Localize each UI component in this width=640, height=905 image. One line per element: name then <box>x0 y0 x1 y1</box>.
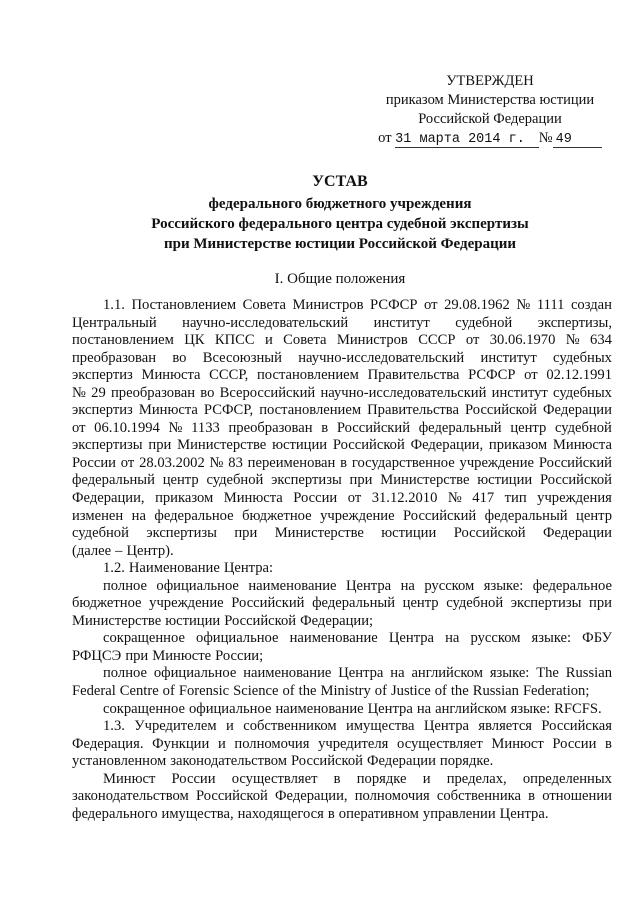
paragraph-line: постановлением ЦК КПСС и Совета Министров СССР от 30.06.1970 № 634 <box>72 332 612 349</box>
paragraph <box>72 578 612 631</box>
paragraph <box>72 665 612 700</box>
number-prefix: № <box>538 130 553 146</box>
paragraph-line: 1.3. Учредителем и собственником имущества Центра является Российская <box>103 718 612 735</box>
approval-line-1: приказом Министерства юстиции <box>385 92 595 108</box>
paragraph-line: законодательством Российской Федерации, полномочия собственника в отношении <box>72 788 612 805</box>
paragraph <box>72 630 612 665</box>
paragraph-line: № 29 преобразован во Всероссийский научно-исследовательский институт судебных <box>72 384 612 401</box>
approval-date: 31 марта 2014 г. <box>395 132 539 148</box>
paragraph-line: экспертиз Минюста СССР, постановлением Правительства РСФСР от 02.12.1991 <box>72 367 612 384</box>
paragraph-line: Центральный научно-исследовательский институт судебной экспертизы, <box>72 314 612 331</box>
paragraph-line: полное официальное наименование Центра на русском языке: федеральное <box>103 577 612 594</box>
approval-block <box>360 72 620 148</box>
section-title: I. Общие положения <box>274 271 406 287</box>
paragraph <box>72 718 612 771</box>
paragraph-line: 1.1. Постановлением Совета Министров РСФСР от 29.08.1962 № 1111 создан <box>103 297 612 313</box>
paragraph <box>72 297 612 560</box>
approval-line-2: Российской Федерации <box>418 111 562 127</box>
paragraph-line: (далее – Центр). <box>72 542 174 559</box>
paragraph-line: федеральный центр судебной экспертизы при Министерстве юстиции Российской <box>72 472 612 489</box>
paragraph-line: федерального имущества, находящегося в оперативном управлении Центра. <box>72 805 549 822</box>
document-body <box>72 297 612 823</box>
paragraph <box>72 560 612 578</box>
paragraph-line: экспертизы при Министерстве юстиции Российской Федерации, приказом Минюста <box>72 437 612 454</box>
paragraph-line: Федерация. Функции и полномочия учредителя осуществляет Минюст России в <box>72 735 612 752</box>
paragraph-line: судебной экспертизы при Министерстве юстиции Российской Федерации <box>72 525 612 542</box>
paragraph-line: РФЦСЭ при Минюсте России; <box>72 647 264 664</box>
paragraph-line: от 06.10.1994 № 1133 преобразован в Российский федеральный центр судебной <box>72 419 612 436</box>
header-line-2: Российского федерального центра судебной экспертизы <box>151 216 529 232</box>
paragraph-line: 1.2. Наименование Центра: <box>103 560 274 577</box>
header-line-3: при Министерстве юстиции Российской Федерации <box>163 236 517 252</box>
paragraph-line: экспертиз Минюста РСФСР, постановлением Правительства Российской Федерации <box>72 402 612 419</box>
paragraph-line: изменен на федеральное бюджетное учреждение Российский федеральный центр <box>72 507 612 524</box>
paragraph-line: установленном законодательством Российской Федерации порядке. <box>72 753 494 770</box>
paragraph-line: России от 28.03.2002 № 83 переименован в государственное учреждение Российский <box>72 454 612 471</box>
paragraph <box>72 771 612 824</box>
paragraph-line: Federal Centre of Forensic Science of the Ministry of Justice of the Russian Federation; <box>72 683 590 700</box>
paragraph-line: сокращенное официальное наименование Центра на английском языке: RFCFS. <box>103 700 602 717</box>
paragraph-line: Федерации, приказом Минюста России от 31.12.2010 № 417 тип учреждения <box>72 490 612 507</box>
approval-number: 49 <box>553 132 602 148</box>
paragraph <box>72 701 612 719</box>
paragraph-line: преобразован во Всесоюзный научно-исследовательский институт судебных <box>72 349 612 366</box>
document-title: УСТАВ <box>312 173 368 190</box>
document-header <box>60 172 620 254</box>
approval-title: УТВЕРЖДЕН <box>446 73 534 89</box>
date-prefix: от <box>378 130 392 146</box>
paragraph-line: сокращенное официальное наименование Центра на русском языке: ФБУ <box>103 630 612 647</box>
approval-date-line <box>360 129 620 148</box>
header-line-1: федерального бюджетного учреждения <box>208 196 472 212</box>
paragraph-line: Министерстве юстиции Российской Федерации; <box>72 612 374 629</box>
paragraph-line: полное официальное наименование Центра на английском языке: The Russian <box>103 665 612 682</box>
paragraph-line: бюджетное учреждение Российский федеральный центр судебной экспертизы при <box>72 595 612 612</box>
paragraph-line: Минюст России осуществляет в порядке и пределах, определенных <box>103 770 612 787</box>
